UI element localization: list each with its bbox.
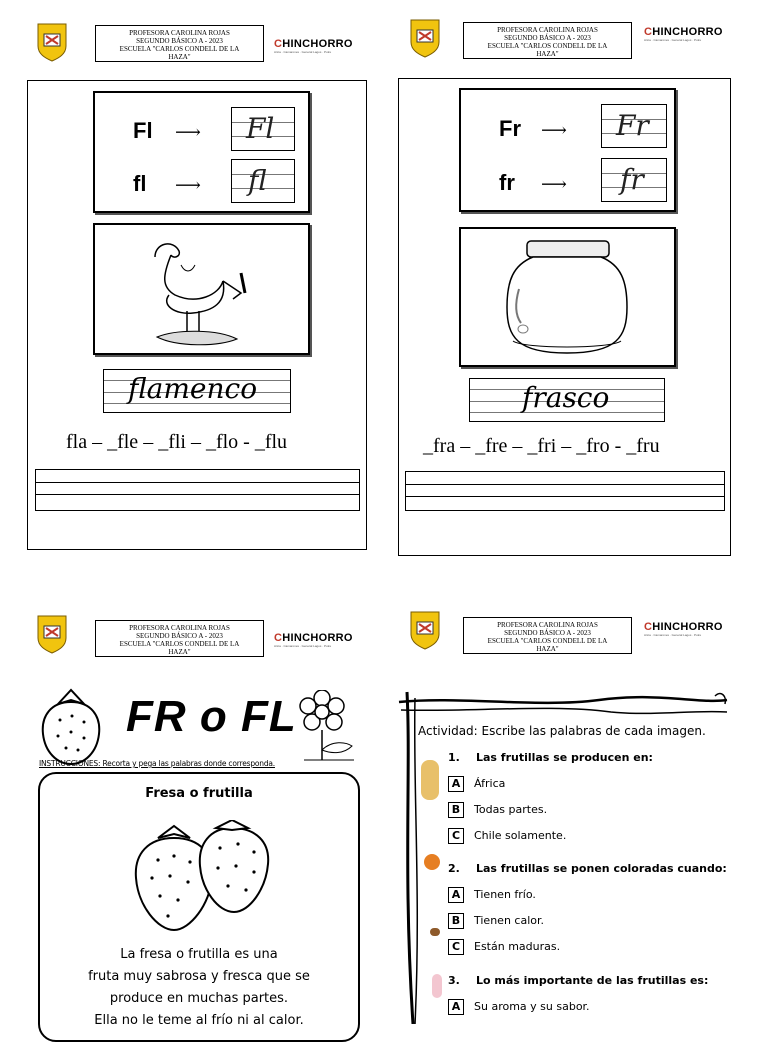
story-line: produce en muchas partes.	[109, 991, 289, 1006]
question-text: Lo más importante de las frutillas es:	[476, 974, 709, 987]
strawberries-icon	[128, 820, 278, 938]
question-1: 1. Las frutillas se producen en: A África B Todas partes. C Chile solamente.	[448, 751, 728, 854]
writing-lines[interactable]	[35, 469, 360, 511]
script-tile-lower: fr	[601, 158, 667, 202]
flamingo-picture	[93, 223, 310, 355]
fruit-sticker-icon	[432, 974, 442, 998]
answer-option[interactable]: B Tienen calor.	[448, 913, 738, 939]
school-crest-icon	[36, 22, 68, 62]
header-teacher-box: PROFESORA CAROLINA ROJAS SEGUNDO BÁSICO A - 2023 ESCUELA "CARLOS CONDELL DE LA HAZA"	[95, 25, 264, 62]
jar-icon	[461, 229, 674, 365]
card-fl	[27, 80, 367, 550]
activity-instruction: Actividad: Escribe las palabras de cada imagen.	[418, 724, 706, 738]
story-text	[40, 944, 358, 1032]
syllables-fr: _fra – _fre – _fri – _fro - _fru	[423, 435, 660, 457]
orange-sticker-icon	[424, 854, 440, 870]
answer-option[interactable]: B Todas partes.	[448, 802, 728, 828]
script-tile-lower: fl	[231, 159, 295, 203]
question-text: Las frutillas se producen en:	[476, 751, 653, 764]
letter-box-fr	[459, 88, 676, 212]
arrow-right-icon: ⟶	[541, 174, 567, 195]
jar-picture	[459, 227, 676, 367]
story-line: fruta muy sabrosa y fresca que se	[88, 969, 310, 984]
story-line: Ella no le teme al frío ni al calor.	[94, 1013, 304, 1028]
uppercase-label: Fl	[133, 118, 153, 143]
uppercase-label: Fr	[499, 116, 521, 141]
flower-icon	[298, 690, 358, 764]
chinchorro-logo: CHINCHORRO Arica · Camarones · General Lagos · Putre	[644, 26, 723, 42]
arrow-right-icon: ⟶	[175, 175, 201, 196]
story-panel	[38, 772, 360, 1042]
worksheet-title: FR o FL	[126, 692, 297, 741]
school-crest-icon	[409, 18, 441, 58]
lowercase-label: fr	[499, 170, 515, 195]
question-2: 2. Las frutillas se ponen coloradas cuando: A Tienen frío. B Tienen calor. C Están maduras.	[448, 862, 738, 965]
strawberry-icon	[38, 686, 104, 766]
syllables-fl: fla – _fle – _fli – _flo - _flu	[66, 431, 288, 453]
answer-option[interactable]: A Tienen frío.	[448, 887, 738, 913]
writing-lines[interactable]	[405, 471, 725, 511]
question-3: 3. Lo más importante de las frutillas es: A Su aroma y su sabor.	[448, 974, 738, 1025]
script-tile-upper: Fr	[601, 104, 667, 148]
lowercase-label: fl	[133, 171, 147, 196]
chinchorro-logo: CHINCHORRO Arica · Camarones · General Lagos · Putre	[274, 632, 353, 648]
word-tile-flamenco: flamenco	[103, 369, 291, 413]
flamingo-icon	[95, 225, 308, 353]
answer-option[interactable]: A África	[448, 776, 728, 802]
card-fr	[398, 78, 731, 556]
fruit-sticker-icon	[421, 760, 439, 800]
letter-box-fl	[93, 91, 310, 213]
story-title: Fresa o frutilla	[145, 786, 253, 801]
header-teacher-box: PROFESORA CAROLINA ROJAS SEGUNDO BÁSICO A - 2023 ESCUELA "CARLOS CONDELL DE LA HAZA"	[95, 620, 264, 657]
school-crest-icon	[409, 610, 441, 650]
chinchorro-logo: CHINCHORRO Arica · Camarones · General Lagos · Putre	[644, 621, 723, 637]
school-crest-icon	[36, 614, 68, 654]
chocolate-sticker-icon	[430, 928, 440, 936]
header-teacher-box: PROFESORA CAROLINA ROJAS SEGUNDO BÁSICO A - 2023 ESCUELA "CARLOS CONDELL DE LA HAZA"	[463, 617, 632, 654]
answer-option[interactable]: C Chile solamente.	[448, 828, 728, 854]
arrow-right-icon: ⟶	[175, 122, 201, 143]
question-text: Las frutillas se ponen coloradas cuando:	[476, 862, 727, 875]
story-line: La fresa o frutilla es una	[120, 947, 278, 962]
chinchorro-logo: CHINCHORRO Arica · Camarones · General Lagos · Putre	[274, 38, 353, 54]
word-tile-frasco: frasco	[469, 378, 665, 422]
answer-option[interactable]: A Su aroma y su sabor.	[448, 999, 738, 1025]
instructions: INSTRUCCIONES: Recorta y pega las palabras donde corresponda.	[39, 759, 275, 768]
arrow-right-icon: ⟶	[541, 120, 567, 141]
script-tile-upper: Fl	[231, 107, 295, 151]
header-teacher-box: PROFESORA CAROLINA ROJAS SEGUNDO BÁSICO A - 2023 ESCUELA "CARLOS CONDELL DE LA HAZA"	[463, 22, 632, 59]
answer-option[interactable]: C Están maduras.	[448, 939, 738, 965]
